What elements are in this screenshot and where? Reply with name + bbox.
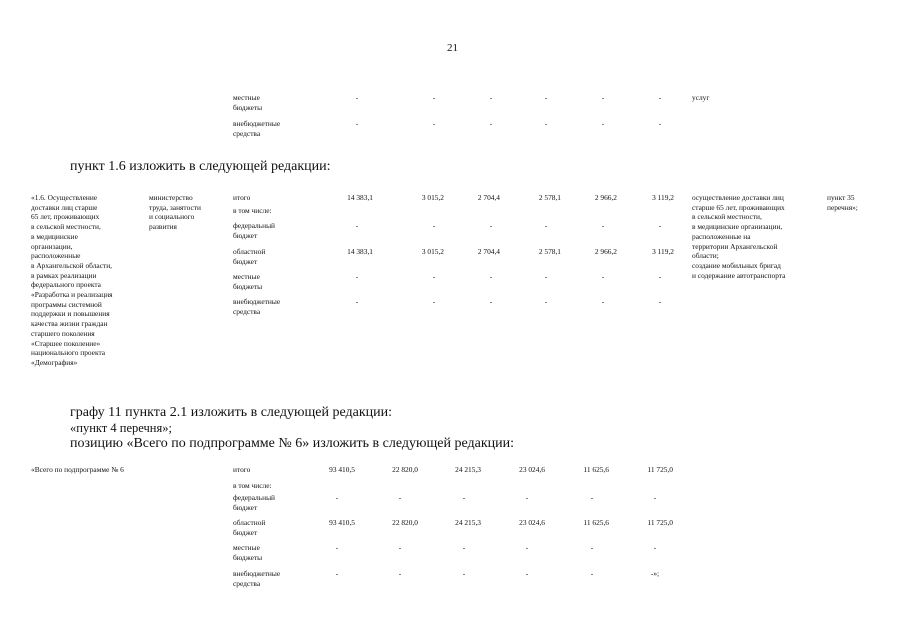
section-1-6-reference: пункт 35 перечня»; (827, 193, 858, 212)
top-row-value: - (544, 93, 548, 102)
section-total-title: «Всего по подпрограмме № 6 (31, 465, 124, 474)
section-total-row-value: 23 024,6 (519, 465, 545, 474)
section-total-row-value: 93 410,5 (329, 465, 355, 474)
top-row-value: - (489, 119, 493, 128)
section-1-6-title: «1.6. Осуществление доставки лиц старше 65 лет, проживающих в сельской местности, в медицинские организации, расположенные в Архангельской области, в рамках реализации федерального проекта «Разработка и реализация программы системной поддержки и повышения качества жизни граждан старшего поколения «Старшее поколение» национального проекта «Демография» (31, 193, 113, 367)
top-row-value: - (489, 93, 493, 102)
section-total-row-value: - (398, 569, 402, 578)
top-row-value: - (658, 119, 662, 128)
section-1-6-row-value: - (355, 221, 359, 230)
section-total-row-label: итого (233, 465, 251, 474)
section-1-6-row-value: 2 704,4 (477, 247, 500, 256)
section-total-row-value: -»; (650, 569, 660, 578)
section-1-6-executor: министерство труда, занятости и социального развития (149, 193, 201, 232)
section-total-row-value: - (335, 569, 339, 578)
top-row-value: - (658, 93, 662, 102)
top-row-value: - (544, 119, 548, 128)
section-1-6-row-label: итого (233, 193, 251, 202)
top-row-value: - (432, 93, 436, 102)
section-1-6-row-value: 3 119,2 (652, 193, 674, 202)
section-1-6-row-value: 2 704,4 (477, 193, 500, 202)
section-total-row-value: - (335, 493, 339, 502)
heading-point-1-6: пункт 1.6 изложить в следующей редакции: (70, 159, 331, 174)
section-total-row-label: местные бюджеты (233, 543, 263, 562)
heading-column-11: графу 11 пункта 2.1 изложить в следующей редакции: (70, 405, 393, 420)
section-total-row-value: 93 410,5 (329, 518, 355, 527)
section-1-6-row-value: - (489, 297, 493, 306)
section-total-row-value: - (590, 493, 594, 502)
section-1-6-row-label: в том числе: (233, 206, 272, 215)
section-1-6-row-value: 14 383,1 (347, 193, 373, 202)
heading-total-position: позицию «Всего по подпрограмме № 6» изложить в следующей редакции: (70, 436, 515, 451)
top-row-label-local: местные бюджеты (233, 93, 263, 112)
section-1-6-row-value: - (658, 272, 662, 281)
section-1-6-row-value: 2 966,2 (594, 193, 617, 202)
top-row-value: - (432, 119, 436, 128)
section-1-6-row-value: 2 966,2 (594, 247, 617, 256)
section-total-row-value: 24 215,3 (455, 465, 481, 474)
section-1-6-row-value: - (489, 221, 493, 230)
section-1-6-row-value: - (544, 221, 548, 230)
section-1-6-row-value: - (432, 272, 436, 281)
section-1-6-row-value: 14 383,1 (347, 247, 373, 256)
section-total-row-label: областной бюджет (233, 518, 266, 537)
section-1-6-row-value: - (544, 297, 548, 306)
top-result-text: услуг (692, 93, 710, 102)
section-total-row-value: 11 725,0 (647, 465, 673, 474)
section-1-6-row-value: - (658, 297, 662, 306)
section-1-6-result: осуществление доставки лиц старше 65 лет, проживающих в сельской местности, в медицинские организации, расположенные на территории Архангельской области; создание мобильных бригад и содержание автотранспорта (692, 193, 786, 280)
section-1-6-row-value: - (355, 272, 359, 281)
top-row-value: - (355, 93, 359, 102)
section-1-6-row-label: областной бюджет (233, 247, 266, 266)
section-1-6-row-label: внебюджетные средства (233, 297, 281, 316)
section-total-row-value: - (653, 493, 657, 502)
section-total-row-value: - (398, 493, 402, 502)
section-total-row-label: федеральный бюджет (233, 493, 275, 512)
section-total-row-value: - (653, 543, 657, 552)
section-total-row-value: - (398, 543, 402, 552)
section-1-6-row-value: - (489, 272, 493, 281)
section-total-row-value: 23 024,6 (519, 518, 545, 527)
section-1-6-row-value: - (601, 221, 605, 230)
section-1-6-row-value: - (355, 297, 359, 306)
section-total-row-value: 11 625,6 (583, 518, 609, 527)
section-total-row-value: 22 820,0 (392, 518, 418, 527)
top-row-value: - (601, 93, 605, 102)
section-total-row-label: в том числе: (233, 481, 272, 490)
section-total-row-value: 11 625,6 (583, 465, 609, 474)
section-total-row-value: - (525, 493, 529, 502)
section-total-row-value: 11 725,0 (647, 518, 673, 527)
section-total-row-value: - (462, 543, 466, 552)
section-total-row-value: 22 820,0 (392, 465, 418, 474)
page-number: 21 (447, 42, 458, 54)
section-1-6-row-value: - (432, 297, 436, 306)
top-row-value: - (355, 119, 359, 128)
section-1-6-row-value: 3 015,2 (421, 193, 444, 202)
section-total-row-value: 24 215,3 (455, 518, 481, 527)
heading-column-11-quote: «пункт 4 перечня»; (70, 421, 172, 435)
section-1-6-row-value: 3 015,2 (421, 247, 444, 256)
section-total-row-value: - (525, 543, 529, 552)
section-total-row-value: - (335, 543, 339, 552)
section-1-6-row-value: 2 578,1 (538, 247, 561, 256)
section-1-6-row-value: - (658, 221, 662, 230)
section-1-6-row-value: - (432, 221, 436, 230)
section-total-row-value: - (525, 569, 529, 578)
section-1-6-row-label: местные бюджеты (233, 272, 263, 291)
section-total-row-value: - (590, 543, 594, 552)
section-total-row-value: - (462, 569, 466, 578)
section-1-6-row-label: федеральный бюджет (233, 221, 275, 240)
section-1-6-row-value: 2 578,1 (538, 193, 561, 202)
top-row-value: - (601, 119, 605, 128)
section-total-row-value: - (590, 569, 594, 578)
top-row-label-extrabudget: внебюджетные средства (233, 119, 281, 138)
section-1-6-row-value: - (601, 272, 605, 281)
section-total-row-label: внебюджетные средства (233, 569, 281, 588)
section-1-6-row-value: 3 119,2 (652, 247, 674, 256)
section-total-row-value: - (462, 493, 466, 502)
section-1-6-row-value: - (544, 272, 548, 281)
section-1-6-row-value: - (601, 297, 605, 306)
